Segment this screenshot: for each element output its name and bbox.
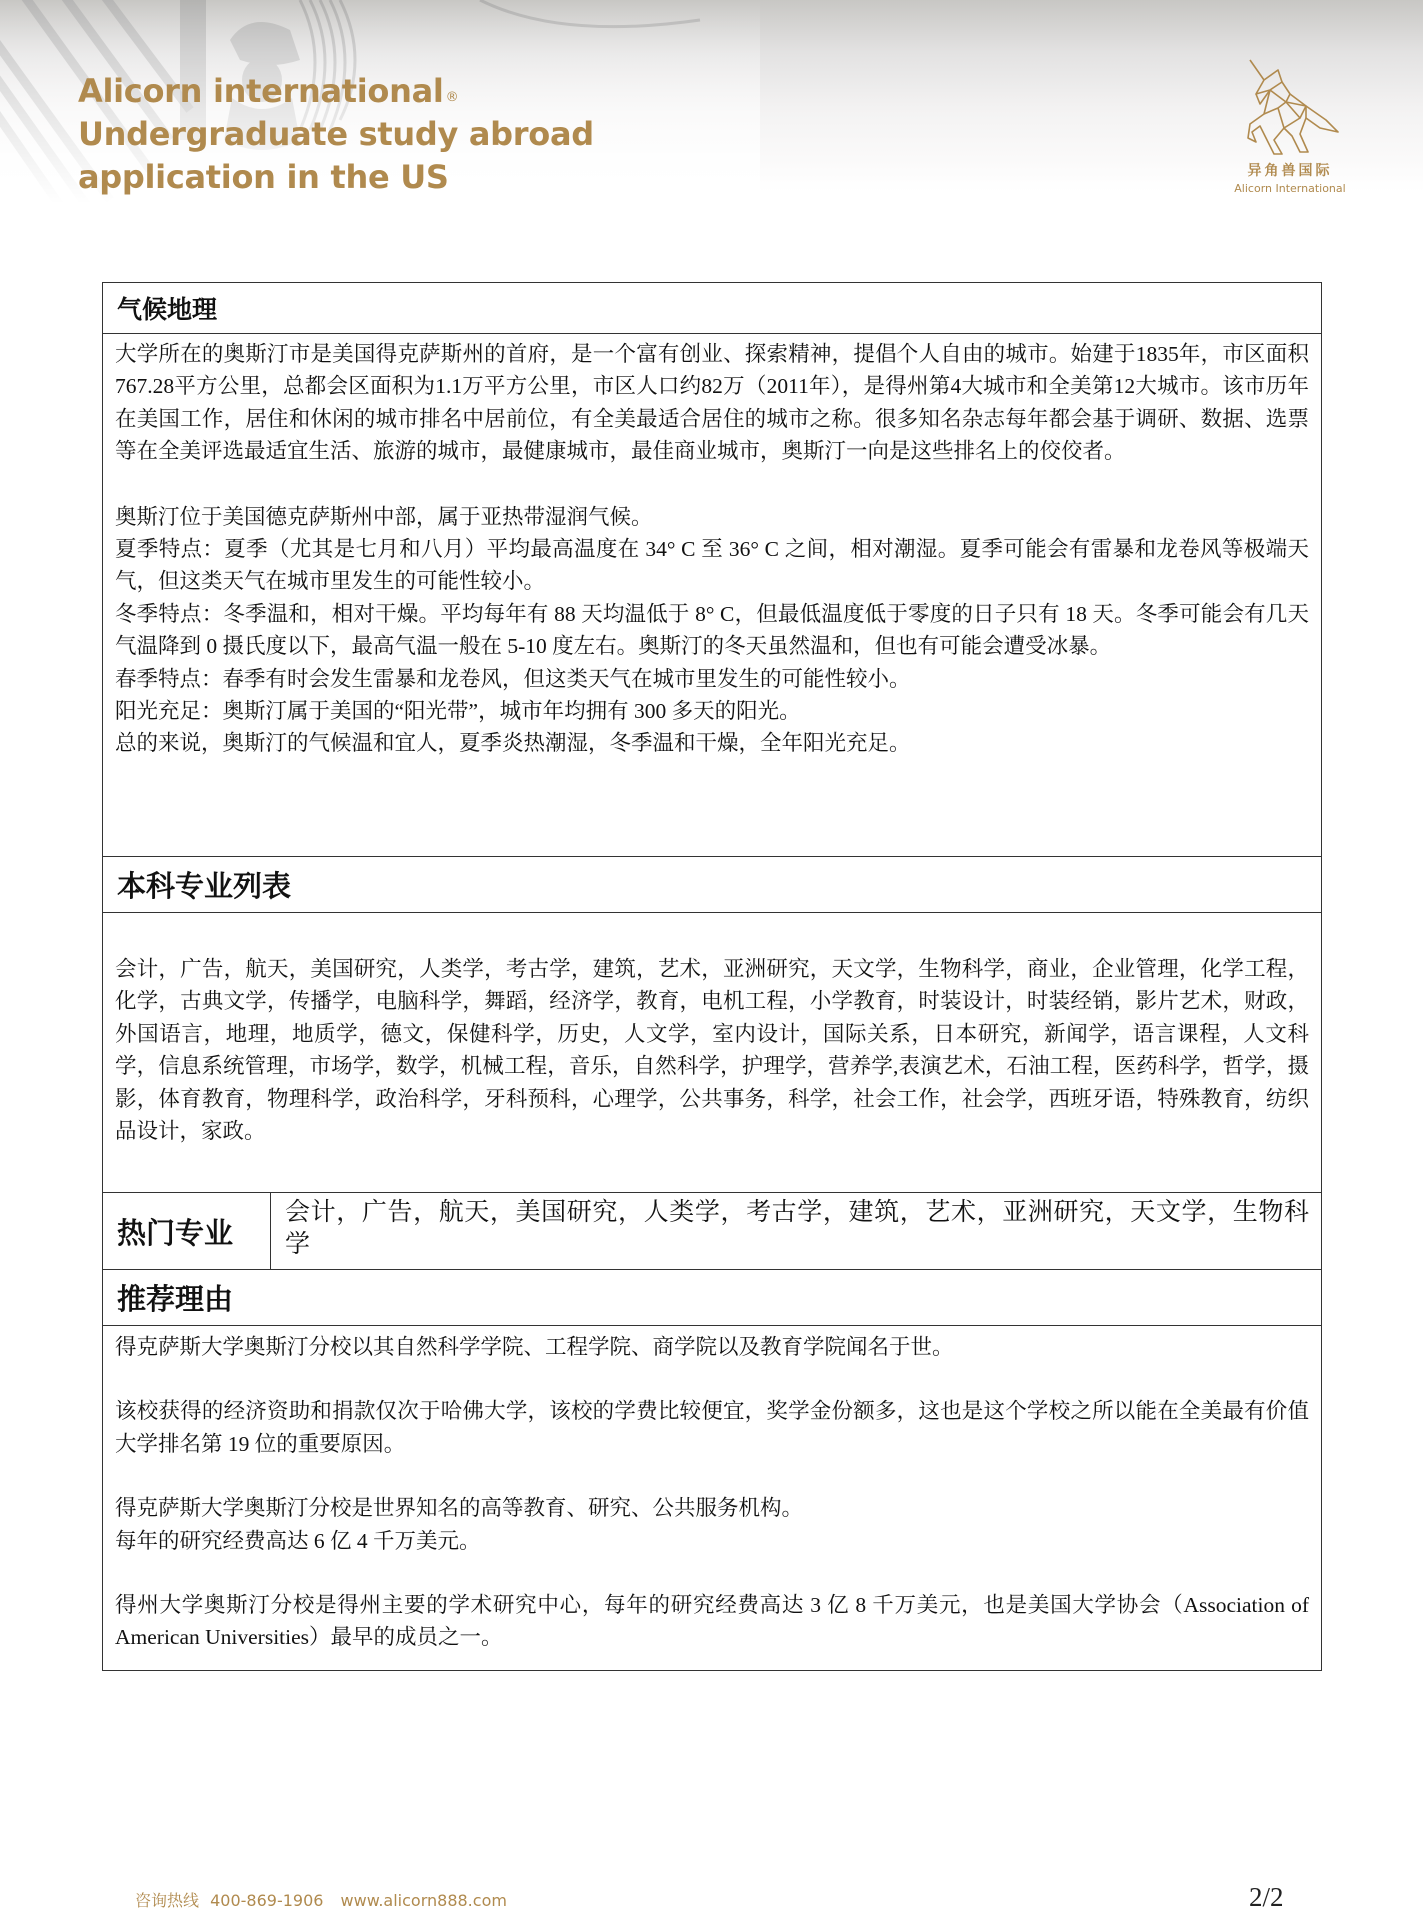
- hot-majors-value: 会计，广告，航天，美国研究，人类学，考古学，建筑，艺术，亚洲研究，天文学，生物科学: [285, 1199, 1309, 1258]
- reason-paragraph-3a: 得克萨斯大学奥斯汀分校是世界知名的高等教育、研究、公共服务机构。: [115, 1496, 804, 1521]
- section-header-majors: [103, 856, 1321, 912]
- section-header-reasons: [103, 1269, 1321, 1325]
- website-link[interactable]: www.alicorn888.com: [340, 1891, 507, 1910]
- reason-paragraph-3b: 每年的研究经费高达 6 亿 4 千万美元。: [115, 1528, 481, 1553]
- unicorn-icon: [1230, 58, 1350, 158]
- climate-line-spring: 春季特点：春季有时会发生雷暴和龙卷风，但这类天气在城市里发生的可能性较小。: [115, 666, 911, 691]
- registered-mark: ®: [445, 90, 459, 105]
- logo-chinese-name: 异角兽国际: [1247, 163, 1333, 179]
- climate-title: 气候地理: [117, 295, 218, 324]
- majors-list: 会计，广告，航天，美国研究，人类学，考古学，建筑，艺术，亚洲研究，天文学，生物科学，商业，企业管理，化学工程，化学，古典文学，传播学，电脑科学，舞蹈，经济学，教育，电机工程，小学教育，时装设计，时装经销，影片艺术，财政，外国语言，地理，地质学，德文，保健科学，历史，人文学，室内设计，国际关系，日本研究，新闻学，语言课程，人文科学，信息系统管理，市场学，数学，机械工程，音乐，自然科学，护理学，营养学,表演艺术，石油工程，医药科学，哲学，摄影，体育教育，物理科学，政治科学，牙科预科，心理学，公共事务，科学，社会工作，社会学，西班牙语，特殊教育，纺织品设计，家政。: [115, 957, 1309, 1144]
- reason-paragraph-2: 该校获得的经济资助和捐款仅次于哈佛大学，该校的学费比较便宜，奖学金份额多，这也是这个学校之所以能在全美最有价值大学排名第 19 位的重要原因。: [115, 1399, 1309, 1456]
- majors-body: [103, 912, 1321, 1192]
- reasons-title: 推荐理由: [117, 1282, 234, 1316]
- school-info-table: [102, 282, 1322, 1671]
- logo-english-name: Alicorn International: [1234, 182, 1346, 195]
- majors-title: 本科专业列表: [117, 869, 292, 903]
- climate-line-summer: 夏季特点：夏季（尤其是七月和八月）平均最高温度在 34° C 至 36° C 之间，相对潮湿。夏季可能会有雷暴和龙卷风等极端天气，但这类天气在城市里发生的可能性较小。: [115, 537, 1309, 594]
- reason-paragraph-4: 得州大学奥斯汀分校是得州主要的学术研究中心，每年的研究经费高达 3 亿 8 千万美元，也是美国大学协会（Association of American Universities）最早的成员之一。: [115, 1593, 1309, 1650]
- footer-contact: [135, 1888, 507, 1911]
- page-number: 2/2: [1249, 1882, 1284, 1912]
- climate-line-winter: 冬季特点：冬季温和，相对干燥。平均每年有 88 天均温低于 8° C，但最低温度低于零度的日子只有 18 天。冬季可能会有几天气温降到 0 摄氏度以下，最高气温一般在 5-10 度左右。奥斯汀的冬天虽然温和，但也有可能会遭受冰暴。: [115, 601, 1309, 659]
- climate-body: [103, 333, 1321, 856]
- hot-majors-label: 热门专业: [103, 1193, 271, 1269]
- section-header-climate: [103, 283, 1321, 333]
- climate-line-sunshine: 阳光充足：奥斯汀属于美国的“阳光带”，城市年均拥有 300 多天的阳光。: [115, 699, 801, 724]
- header-banner: [0, 0, 1423, 240]
- reason-paragraph-1: 得克萨斯大学奥斯汀分校以其自然科学学院、工程学院、商学院以及教育学院闻名于世。: [115, 1335, 954, 1359]
- climate-line-overview: 奥斯汀位于美国德克萨斯州中部，属于亚热带湿润气候。: [115, 504, 653, 529]
- hotline-number: 400-869-1906: [210, 1891, 324, 1910]
- reasons-body: [103, 1325, 1321, 1670]
- hot-majors-row: [103, 1192, 1321, 1269]
- climate-paragraph: 大学所在的奥斯汀市是美国得克萨斯州的首府，是一个富有创业、探索精神，提倡个人自由的城市。始建于1835年，市区面积767.28平方公里，总都会区面积为1.1万平方公里，市区人口约82万（2011年），是得州第4大城市和全美第12大城市。该市历年在美国工作，居住和休闲的城市排名中居前位，有全美最适合居住的城市之称。很多知名杂志每年都会基于调研、数据、选票等在全美评选最适宜生活、旅游的城市，最健康城市，最佳商业城市，奥斯汀一向是这些排名上的佼佼者。: [115, 342, 1309, 464]
- alicorn-logo: [1210, 58, 1370, 208]
- brand-line-2: Undergraduate study abroad: [78, 115, 594, 153]
- brand-title: [78, 70, 594, 199]
- climate-line-summary: 总的来说，奥斯汀的气候温和宜人，夏季炎热潮湿，冬季温和干燥，全年阳光充足。: [115, 731, 911, 756]
- hotline-label: 咨询热线: [135, 1891, 200, 1910]
- brand-line-1: Alicorn international ®: [78, 72, 459, 110]
- brand-line-3: application in the US: [78, 158, 449, 196]
